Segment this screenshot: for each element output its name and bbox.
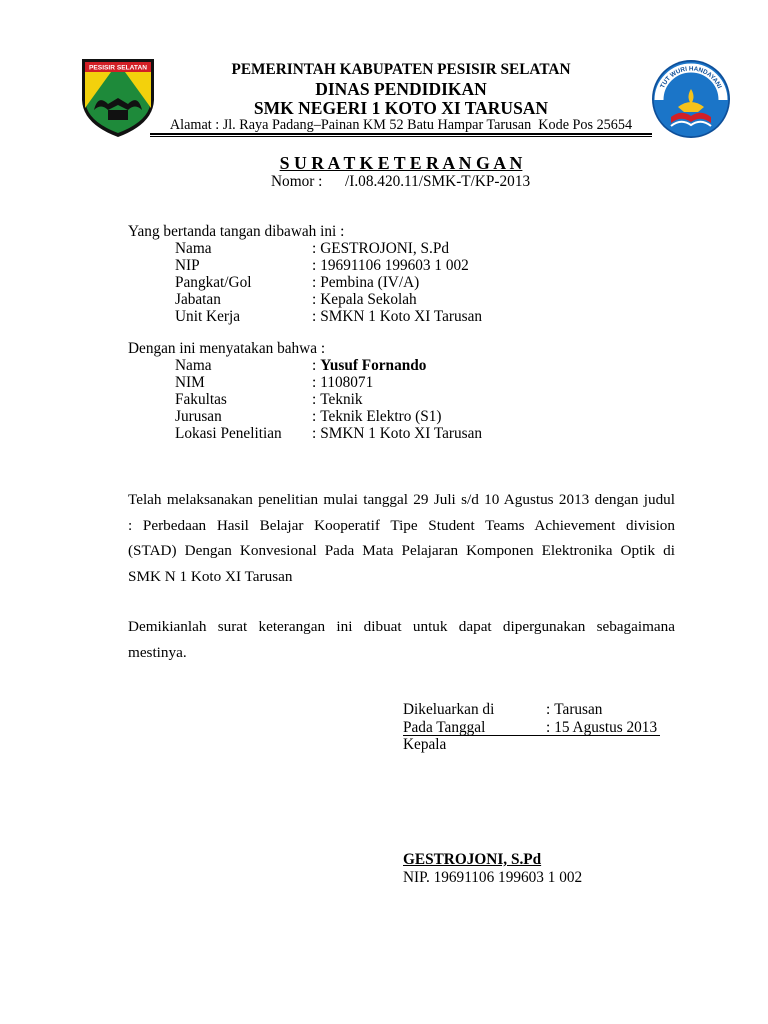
letterhead-address: Alamat : Jl. Raya Padang–Painan KM 52 Batu Hampar Tarusan Kode Pos 25654: [169, 117, 633, 133]
statement-line: Telah melaksanakan penelitian mulai tanggal 29 Juli s/d 10 Agustus 2013 dengan judul: [128, 491, 675, 508]
field-value: GESTROJONI, S.Pd: [320, 240, 450, 257]
subject-row-faculty: [128, 391, 482, 408]
subject-row-name: [128, 357, 482, 374]
field-value: SMKN 1 Koto XI Tarusan: [320, 425, 483, 442]
closing-statement: [128, 614, 675, 665]
field-colon: :: [312, 408, 317, 425]
signatory-row-name: [128, 240, 482, 257]
subject-row-location: [128, 425, 482, 442]
field-colon: :: [312, 274, 317, 291]
field-label: Pangkat/Gol: [175, 274, 252, 291]
pesisir-selatan-emblem-icon: [80, 56, 156, 138]
subject-row-nim: [128, 374, 482, 391]
field-value: Pembina (IV/A): [320, 274, 420, 291]
closing-line: Demikianlah surat keterangan ini dibuat untuk dapat dipergunakan sebagaimana: [128, 618, 675, 635]
field-colon: :: [546, 701, 551, 718]
field-colon: :: [312, 425, 317, 442]
field-label: Jabatan: [175, 291, 221, 308]
issuance-place-row: [403, 701, 660, 719]
emblem-motto-path: TUT WURI HANDAYANI: [659, 65, 723, 90]
signer-name: GESTROJONI, S.Pd: [403, 851, 542, 868]
letterhead-school: SMK NEGERI 1 KOTO XI TARUSAN: [253, 98, 549, 118]
field-value: Kepala Sekolah: [320, 291, 417, 308]
field-label: Fakultas: [175, 391, 227, 408]
field-label: Unit Kerja: [175, 308, 240, 325]
field-label: Lokasi Penelitian: [175, 425, 282, 442]
field-colon: :: [312, 240, 317, 257]
subject-row-major: [128, 408, 482, 425]
letterhead-agency: DINAS PENDIDIKAN: [315, 79, 487, 99]
field-label: NIM: [175, 374, 205, 391]
field-value: SMKN 1 Koto XI Tarusan: [320, 308, 483, 325]
field-colon: :: [312, 308, 317, 325]
signatory-intro: Yang bertanda tangan dibawah ini :: [128, 223, 345, 240]
tut-wuri-handayani-emblem-icon: [651, 59, 731, 139]
letterhead-government: PEMERINTAH KABUPATEN PESISIR SELATAN: [231, 61, 571, 78]
document-number-label: Nomor :: [271, 173, 323, 190]
statement-line: : Perbedaan Hasil Belajar Kooperatif Tipe Student Teams Achievement division: [128, 516, 675, 534]
field-value: Teknik Elektro (S1): [320, 408, 442, 425]
field-label: Jurusan: [175, 408, 222, 425]
document-title: S U R A T K E T E R A N G A N: [279, 153, 523, 173]
field-colon: :: [546, 718, 551, 736]
signatory-row-position: [128, 291, 482, 308]
field-label: Nama: [175, 240, 212, 257]
signatory-row-nip: [128, 257, 482, 274]
document-number: [271, 173, 530, 191]
field-colon: :: [312, 291, 317, 308]
issuance-position: Kepala: [403, 736, 447, 753]
signer-nip: NIP. 19691106 199603 1 002: [403, 869, 583, 886]
letterhead-divider-thin: [150, 136, 652, 137]
issuance-date-value: 15 Agustus 2013: [554, 718, 658, 736]
field-value: 1108071: [320, 374, 374, 391]
field-label: Nama: [175, 357, 212, 374]
statement-line: (STAD) Dengan Konvesional Pada Mata Pelajaran Komponen Elektronika Optik di: [128, 542, 675, 560]
emblem-ribbon-text: PESISIR SELATAN: [89, 65, 147, 72]
document-number-value: /I.08.420.11/SMK-T/KP-2013: [345, 173, 531, 190]
field-colon: :: [312, 257, 317, 274]
issuance-place-label: Dikeluarkan di: [403, 701, 495, 718]
issuance-date-row: [403, 719, 660, 737]
statement-line: SMK N 1 Koto XI Tarusan: [128, 568, 293, 586]
signatory-row-unit: [128, 308, 482, 325]
signer-block: [403, 851, 582, 887]
field-value: 19691106 199603 1 002: [320, 257, 469, 274]
field-colon: :: [312, 374, 317, 391]
subject-intro: Dengan ini menyatakan bahwa :: [128, 340, 326, 357]
letterhead-divider-thick: [150, 133, 652, 135]
research-statement: [128, 487, 675, 590]
issuance-date-label: Pada Tanggal: [403, 718, 486, 736]
issuance-block: [403, 701, 660, 754]
field-value: Yusuf Fornando: [320, 357, 427, 374]
field-colon: :: [312, 357, 317, 374]
subject-section: [128, 340, 482, 442]
signatory-row-rank: [128, 274, 482, 291]
field-label: NIP: [175, 257, 200, 274]
closing-line: mestinya.: [128, 643, 187, 661]
signatory-section: [128, 223, 482, 325]
emblem-house-body: [108, 110, 128, 120]
field-value: Teknik: [320, 391, 363, 408]
field-colon: :: [312, 391, 317, 408]
issuance-place-value: Tarusan: [554, 701, 603, 718]
